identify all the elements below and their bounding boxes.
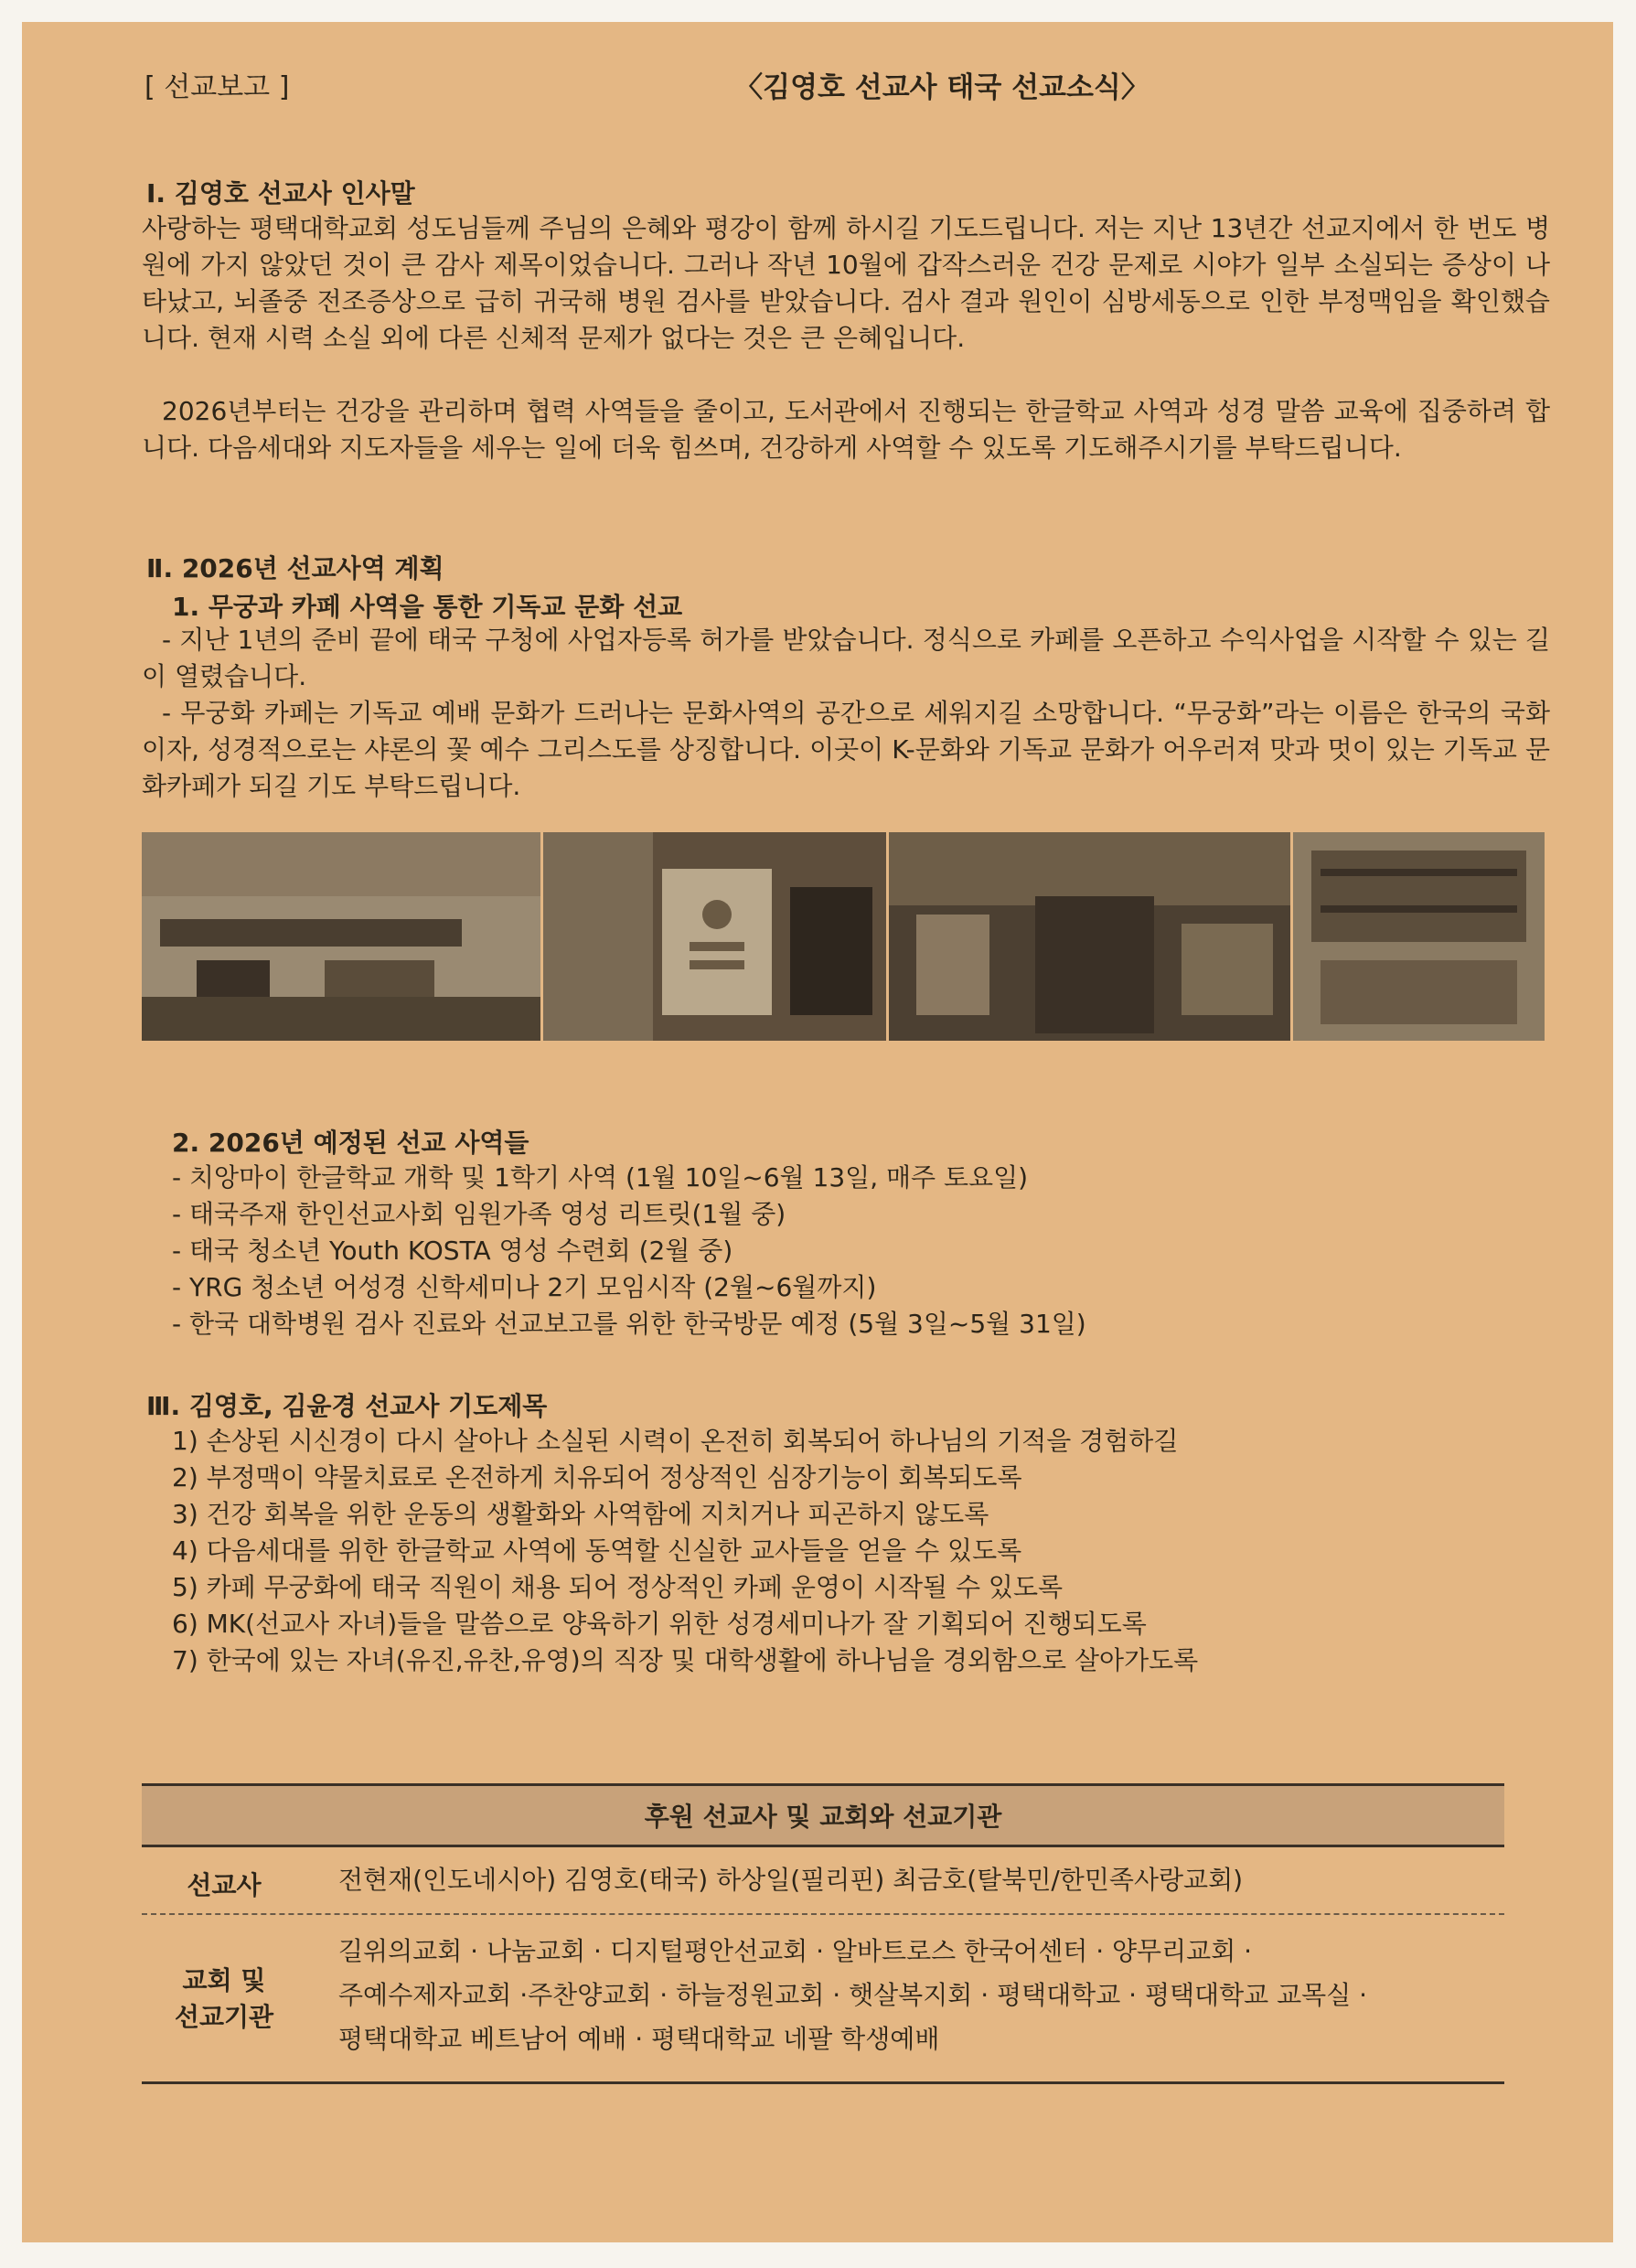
church-list-line2: 주예수제자교회 ·주찬양교회 · 하늘정원교회 · 햇살복지회 · 평택대학교 · 평택대학교 교목실 · xyxy=(338,1980,1368,2010)
section3-heading: Ⅲ. 김영호, 김윤경 선교사 기도제목 xyxy=(146,1391,548,1421)
cafe-signboard-photo xyxy=(543,832,886,1041)
prayer-item-6: 6) MK(선교사 자녀)들을 말씀으로 양육하기 위한 성경세미나가 잘 기획되어 진행되도록 xyxy=(172,1609,1147,1639)
cafe-shelf-photo xyxy=(1293,832,1545,1041)
schedule-item-1: - 치앙마이 한글학교 개학 및 1학기 사역 (1월 10일~6월 13일, 매주 토요일) xyxy=(172,1162,1029,1193)
cafe-paragraph1: - 지난 1년의 준비 끝에 태국 구청에 사업자등록 허가를 받았습니다. 정식으로 카페를 오픈하고 수익사업을 시작할 수 있는 길이 열렸습니다. xyxy=(142,625,1550,691)
section1-paragraph2: 2026년부터는 건강을 관리하며 협력 사역들을 줄이고, 도서관에서 진행되는 한글학교 사역과 성경 말씀 교육에 집중하려 합니다. 다음세대와 지도자들을 세우는 일에 더욱 힘쓰며, 건강하게 사역할 수 있도록 기도해주시기를 부탁드립니다. xyxy=(142,396,1550,463)
church-label xyxy=(142,1963,306,2036)
support-table-header: 후원 선교사 및 교회와 선교기관 xyxy=(142,1786,1504,1847)
schedule-item-4: - YRG 청소년 어성경 신학세미나 2기 모임시작 (2월~6월까지) xyxy=(172,1272,877,1302)
prayer-item-4: 4) 다음세대를 위한 한글학교 사역에 동역할 신실한 교사들을 얻을 수 있도록 xyxy=(172,1535,1022,1566)
support-missionary-row xyxy=(142,1847,1504,1915)
missionary-label: 선교사 xyxy=(187,1870,262,1900)
prayer-item-1: 1) 손상된 시신경이 다시 살아나 소실된 시력이 온전히 회복되어 하나님의 기적을 경험하길 xyxy=(172,1426,1179,1456)
schedule-item-3: - 태국 청소년 Youth KOSTA 영성 수련회 (2월 중) xyxy=(172,1236,733,1266)
schedule-item-5: - 한국 대학병원 검사 진료와 선교보고를 위한 한국방문 예정 (5월 3일~5월 31일) xyxy=(172,1309,1086,1339)
report-tag: [ 선교보고 ] xyxy=(144,71,290,103)
church-list-line1: 길위의교회 · 나눔교회 · 디지털평안선교회 · 알바트로스 한국어센터 · 양무리교회 · xyxy=(338,1936,1253,1966)
section1-heading: Ⅰ. 김영호 선교사 인사말 xyxy=(146,178,415,209)
prayer-item-3: 3) 건강 회복을 위한 운동의 생활화와 사역함에 지치거나 피곤하지 않도록 xyxy=(172,1499,989,1529)
prayer-item-5: 5) 카페 무궁화에 태국 직원이 채용 되어 정상적인 카페 운영이 시작될 수 있도록 xyxy=(172,1572,1064,1602)
prayer-item-7: 7) 한국에 있는 자녀(유진,유찬,유영)의 직장 및 대학생활에 하나님을 경외함으로 살아가도록 xyxy=(172,1645,1199,1675)
schedule-item-2: - 태국주재 한인선교사회 임원가족 영성 리트릿(1월 중) xyxy=(172,1199,786,1229)
cafe-exterior-photo xyxy=(142,832,540,1041)
missionary-list: 전현재(인도네시아) 김영호(태국) 하상일(필리핀) 최금호(탈북민/한민족사랑교회) xyxy=(338,1865,1244,1895)
church-list-line3: 평택대학교 베트남어 예배 · 평택대학교 네팔 학생예배 xyxy=(338,2024,940,2054)
document-title: 〈김영호 선교사 태국 선교소식〉 xyxy=(734,71,1149,104)
prayer-item-2: 2) 부정맥이 약물치료로 온전하게 치유되어 정상적인 심장기능이 회복되도록 xyxy=(172,1462,1022,1492)
support-church-row xyxy=(142,1915,1504,2084)
section2-subheading1: 1. 무궁과 카페 사역을 통한 기독교 문화 선교 xyxy=(172,592,683,622)
church-label-line2: 선교기관 xyxy=(174,2002,274,2032)
section2-heading: Ⅱ. 2026년 선교사역 계획 xyxy=(146,553,444,583)
section2-subheading2: 2. 2026년 예정된 선교 사역들 xyxy=(172,1128,529,1158)
cafe-paragraph2: - 무궁화 카페는 기독교 예배 문화가 드러나는 문화사역의 공간으로 세워지길 소망합니다. “무궁화”라는 이름은 한국의 국화이자, 성경적으로는 샤론의 꽃 예수 그리스도를 상징합니다. 이곳이 K-문화와 기독교 문화가 어우러져 맛과 멋이 있는 기독교 문화카페가 되길 기도 부탁드립니다. xyxy=(142,698,1550,801)
cafe-interior-photo xyxy=(889,832,1290,1041)
section1-paragraph1: 사랑하는 평택대학교회 성도님들께 주님의 은혜와 평강이 함께 하시길 기도드립니다. 저는 지난 13년간 선교지에서 한 번도 병원에 가지 않았던 것이 큰 감사 제목이었습니다. 그러나 작년 10월에 갑작스러운 건강 문제로 시야가 일부 소실되는 증상이 나타났고, 뇌졸중 전조증상으로 급히 귀국해 병원 검사를 받았습니다. 검사 결과 원인이 심방세동으로 인한 부정맥임을 확인했습니다. 현재 시력 소실 외에 다른 신체적 문제가 없다는 것은 큰 은혜입니다. xyxy=(142,213,1550,353)
church-label-line1: 교회 및 xyxy=(182,1965,266,1995)
church-list xyxy=(338,1930,1367,2061)
